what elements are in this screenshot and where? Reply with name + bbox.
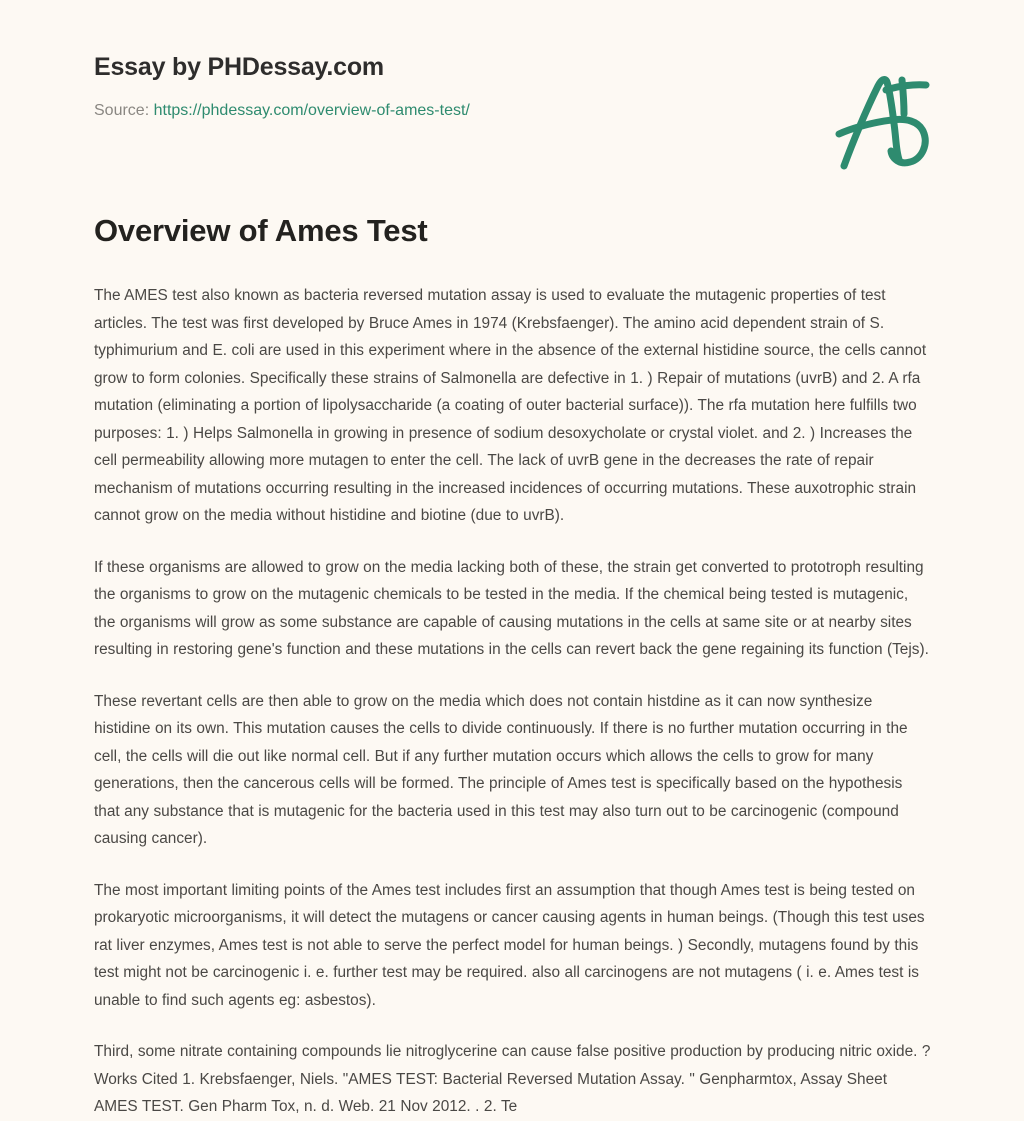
brand-title: Essay by PHDessay.com — [94, 53, 384, 81]
page-title: Overview of Ames Test — [94, 213, 428, 248]
paragraph: Third, some nitrate containing compounds lie nitroglycerine can cause false positive production by producing nitric oxide. ? Works Cited 1. Krebsfaenger, Niels. "AMES TEST: Bacterial Reversed Mutation Assay. " Genpharmtox, Assay Sheet AMES TEST. Gen Pharm Tox, n. d. Web. 21 Nov 2012. . 2. Te — [94, 1043, 931, 1115]
source-label: Source: — [94, 102, 150, 119]
essay-body — [94, 282, 932, 1121]
paragraph: The most important limiting points of the Ames test includes first an assumption that though Ames test is being tested on prokaryotic microorganisms, it will detect the mutagens or cancer causing agents in human beings. (Though this test uses rat liver enzymes, Ames test is not able to serve the perfect model for human beings. ) Secondly, mutagens found by this test might not be carcinogenic i. e. further test may be required. also all carcinogens are not mutagens ( i. e. Ames test is unable to find such agents eg: asbestos). — [94, 881, 925, 1009]
aplus-logo — [830, 58, 950, 178]
paragraph: The AMES test also known as bacteria reversed mutation assay is used to evaluate the mutagenic properties of test articles. The test was first developed by Bruce Ames in 1974 (Krebsfaenger). The amino acid dependent strain of S. typhimurium and E. coli are used in this experiment where in the absence of the external histidine source, the cells cannot grow to form colonies. Specifically these strains of Salmonella are defective in 1. ) Repair of mutations (uvrB) and 2. A rfa mutation (eliminating a portion of lipolysaccharide (a coating of outer bacterial surface)). The rfa mutation here fulfills two purposes: 1. ) Helps Salmonella in growing in presence of sodium desoxycholate or crystal violet. and 2. ) Increases the cell permeability allowing more mutagen to enter the cell. The lack of uvrB gene in the decreases the rate of repair mechanism of mutations occurring resulting in the increased incidences of occurring mutations. These auxotrophic strain cannot grow on the media without histidine and biotine (due to uvrB). — [94, 287, 927, 524]
paragraph: These revertant cells are then able to grow on the media which does not contain histdine as it can now synthesize histidine on its own. This mutation causes the cells to divide continuously. If there is no further mutation occurring in the cell, the cells will die out like normal cell. But if any further mutation occurs which allows the cells to grow for many generations, then the cancerous cells will be formed. The principle of Ames test is specifically based on the hypothesis that any substance that is mutagenic for the bacteria used in this test may also turn out to be carcinogenic (compound causing cancer). — [94, 692, 908, 847]
paragraph: If these organisms are allowed to grow on the media lacking both of these, the strain get converted to prototroph resulting the organisms to grow on the mutagenic chemicals to be tested in the media. If the chemical being tested is mutagenic, the organisms will grow as some substance are capable of causing mutations in the cells at same site or at nearby sites resulting in restoring gene's function and these mutations in the cells can revert back the gene regaining its function (Tejs). — [94, 558, 929, 658]
source-url-link[interactable]: https://phdessay.com/overview-of-ames-test/ — [153, 102, 470, 119]
